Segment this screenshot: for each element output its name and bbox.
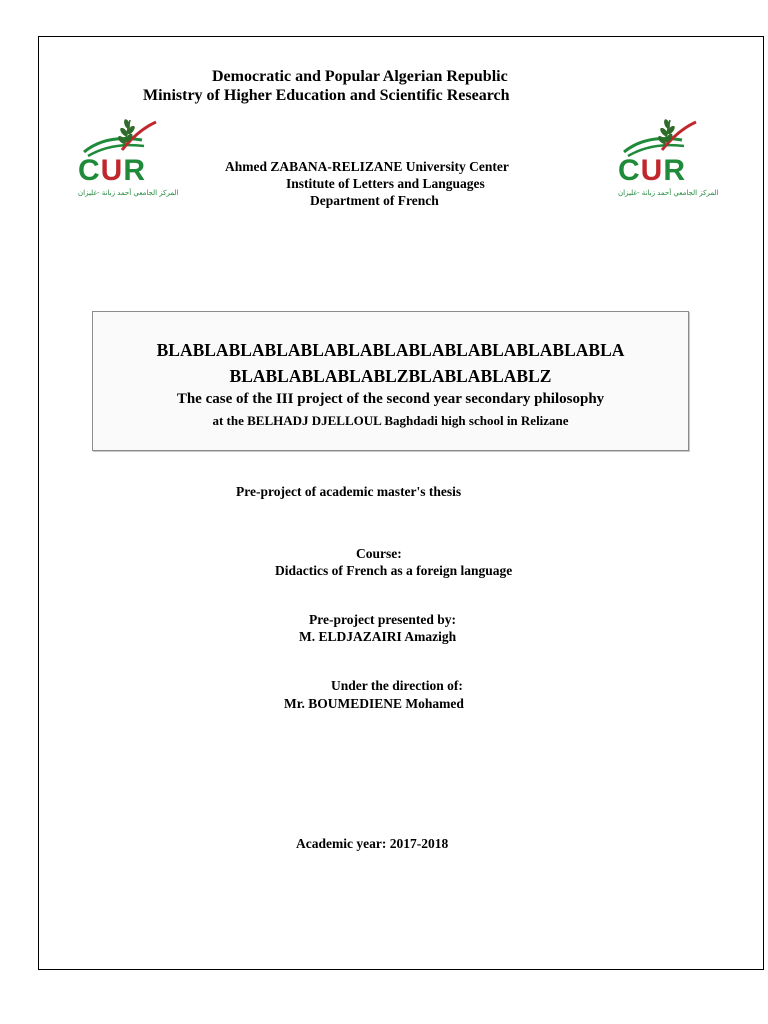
director-label: Under the direction of: [331,678,463,693]
logo-letters: CUR [78,154,147,187]
header-republic: Democratic and Popular Algerian Republic [212,68,508,85]
title-subtitle: The case of the III project of the second year secondary philosophy [176,391,605,407]
university-logo-left [78,116,179,198]
logo-arabic-caption: المركز الجامعي أحمد زبانة -غليزان [618,189,719,197]
institute-name: Institute of Letters and Languages [286,176,485,191]
course-label: Course: [356,546,402,561]
title-line-1: BLABLABLABLABLABLABLABLABLABLABLABLABLA [156,340,625,360]
department-name: Department of French [310,193,439,208]
university-name: Ahmed ZABANA-RELIZANE University Center [225,159,509,174]
logo-arabic-caption: المركز الجامعي أحمد زبانة -غليزان [78,189,179,197]
logo-letters: CUR [618,154,687,187]
presenter-label: Pre-project presented by: [309,612,456,627]
university-logo-right [618,116,719,198]
presenter-name: M. ELDJAZAIRI Amazigh [299,629,457,644]
header-ministry: Ministry of Higher Education and Scientific Research [143,87,510,104]
thesis-title-box [92,311,689,451]
course-value: Didactics of French as a foreign language [275,563,513,578]
title-school: at the BELHADJ DJELLOUL Baghdadi high school in Relizane [212,413,569,428]
title-line-2: BLABLABLABLABLZBLABLABLABLZ [229,366,552,386]
thesis-type: Pre-project of academic master's thesis [236,484,462,499]
academic-year: Academic year: 2017-2018 [296,836,449,851]
director-name: Mr. BOUMEDIENE Mohamed [284,696,464,711]
